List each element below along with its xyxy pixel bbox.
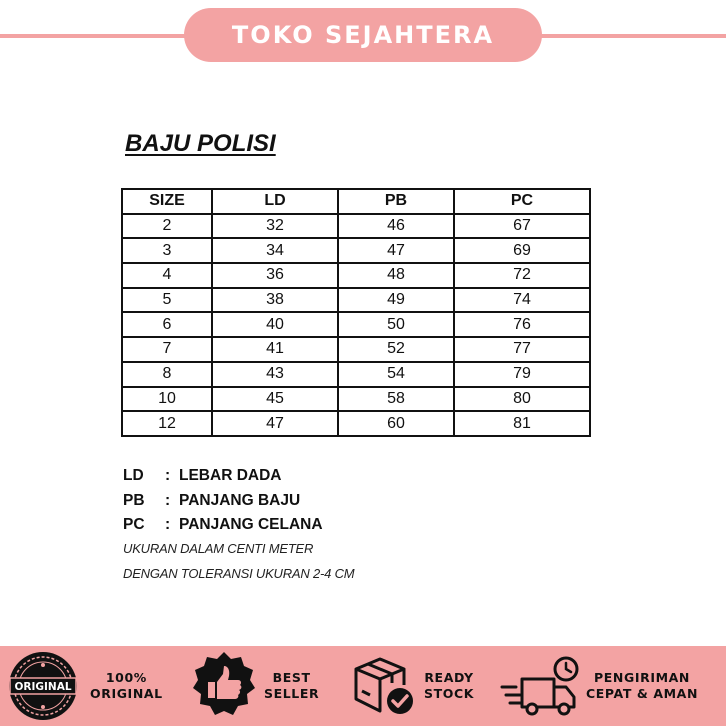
original-stamp-icon bbox=[6, 649, 80, 723]
legend-value: PANJANG BAJU bbox=[179, 491, 301, 509]
table-cell: 6 bbox=[122, 312, 212, 337]
table-cell: 50 bbox=[338, 312, 454, 337]
table-cell: 60 bbox=[338, 411, 454, 436]
badge-best-seller bbox=[192, 646, 319, 726]
table-cell: 12 bbox=[122, 411, 212, 436]
badge-label-line1: 100% bbox=[105, 670, 147, 685]
badge-label-line2: CEPAT & AMAN bbox=[586, 686, 699, 701]
badge-label-line2: ORIGINAL bbox=[90, 686, 163, 701]
table-cell: 77 bbox=[454, 337, 590, 362]
box-check-icon bbox=[348, 651, 420, 721]
table-cell: 5 bbox=[122, 288, 212, 313]
table-cell: 49 bbox=[338, 288, 454, 313]
table-cell: 36 bbox=[212, 263, 338, 288]
table-row bbox=[122, 288, 590, 313]
footer-bar bbox=[0, 646, 726, 726]
table-cell: 3 bbox=[122, 238, 212, 263]
table-row bbox=[122, 411, 590, 436]
badge-label-line1: PENGIRIMAN bbox=[594, 670, 690, 685]
table-cell: 69 bbox=[454, 238, 590, 263]
tolerance-note: DENGAN TOLERANSI UKURAN 2-4 CM bbox=[123, 566, 355, 581]
table-row bbox=[122, 337, 590, 362]
table-cell: 40 bbox=[212, 312, 338, 337]
badge-label-line2: SELLER bbox=[264, 686, 320, 701]
badge-label-line2: STOCK bbox=[424, 686, 475, 701]
size-chart-table bbox=[121, 188, 591, 437]
badge-label-line1: BEST bbox=[272, 670, 311, 685]
table-cell: 2 bbox=[122, 214, 212, 239]
table-cell: 52 bbox=[338, 337, 454, 362]
badge-delivery bbox=[500, 646, 698, 726]
table-cell: 43 bbox=[212, 362, 338, 387]
table-cell: 41 bbox=[212, 337, 338, 362]
table-row bbox=[122, 362, 590, 387]
legend-key: PC bbox=[123, 516, 145, 534]
table-cell: 45 bbox=[212, 387, 338, 412]
table-cell: 81 bbox=[454, 411, 590, 436]
store-name: TOKO SEJAHTERA bbox=[231, 21, 495, 49]
table-cell: 47 bbox=[212, 411, 338, 436]
badge-label-line1: READY bbox=[424, 670, 474, 685]
table-cell: 38 bbox=[212, 288, 338, 313]
delivery-truck-icon bbox=[500, 653, 584, 719]
legend-key: LD bbox=[123, 467, 144, 485]
thumbs-up-badge-icon bbox=[192, 650, 256, 722]
table-cell: 32 bbox=[212, 214, 338, 239]
table-cell: 8 bbox=[122, 362, 212, 387]
legend-separator: : bbox=[165, 491, 171, 509]
table-cell: 4 bbox=[122, 263, 212, 288]
legend-value: LEBAR DADA bbox=[179, 467, 282, 485]
table-cell: 58 bbox=[338, 387, 454, 412]
column-header: PB bbox=[338, 189, 454, 214]
table-cell: 67 bbox=[454, 214, 590, 239]
table-row bbox=[122, 387, 590, 412]
legend-item bbox=[123, 464, 323, 489]
column-header: PC bbox=[454, 189, 590, 214]
table-cell: 34 bbox=[212, 238, 338, 263]
store-banner bbox=[184, 8, 542, 62]
table-row bbox=[122, 238, 590, 263]
table-cell: 79 bbox=[454, 362, 590, 387]
table-cell: 7 bbox=[122, 337, 212, 362]
legend bbox=[123, 464, 323, 538]
table-cell: 72 bbox=[454, 263, 590, 288]
table-row bbox=[122, 214, 590, 239]
table-cell: 74 bbox=[454, 288, 590, 313]
table-header-row bbox=[122, 189, 590, 214]
table-row bbox=[122, 263, 590, 288]
table-cell: 46 bbox=[338, 214, 454, 239]
table-cell: 80 bbox=[454, 387, 590, 412]
table-cell: 54 bbox=[338, 362, 454, 387]
legend-item bbox=[123, 513, 323, 538]
legend-value: PANJANG CELANA bbox=[179, 516, 323, 534]
column-header: SIZE bbox=[122, 189, 212, 214]
legend-key: PB bbox=[123, 491, 145, 509]
badge-original bbox=[6, 646, 163, 726]
legend-item bbox=[123, 489, 323, 514]
table-cell: 76 bbox=[454, 312, 590, 337]
legend-separator: : bbox=[165, 467, 171, 485]
stamp-text: ORIGINAL bbox=[14, 681, 72, 693]
column-header: LD bbox=[212, 189, 338, 214]
badge-ready-stock bbox=[348, 646, 474, 726]
table-body bbox=[122, 214, 590, 436]
table-cell: 48 bbox=[338, 263, 454, 288]
legend-separator: : bbox=[165, 516, 171, 534]
unit-note: UKURAN DALAM CENTI METER bbox=[123, 541, 314, 556]
table-cell: 47 bbox=[338, 238, 454, 263]
table-cell: 10 bbox=[122, 387, 212, 412]
table-row bbox=[122, 312, 590, 337]
product-title: BAJU POLISI bbox=[125, 130, 276, 157]
